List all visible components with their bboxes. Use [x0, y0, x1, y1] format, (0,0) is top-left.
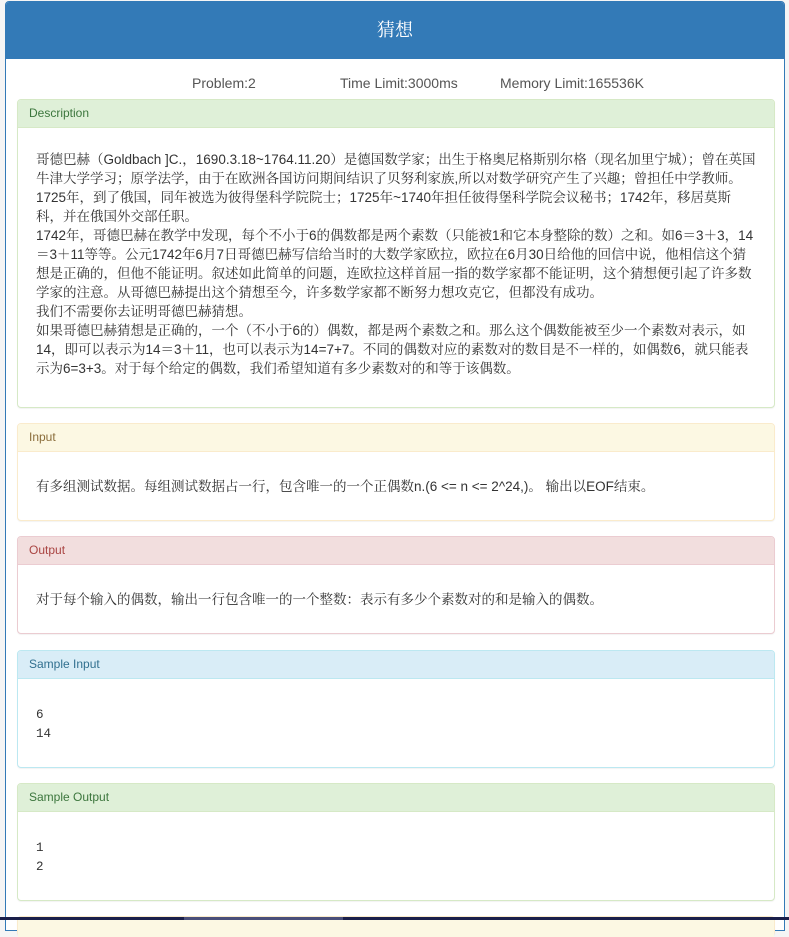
sample-output-heading: Sample Output [18, 784, 774, 812]
description-paragraph: 1742年，哥德巴赫在教学中发现，每个不小于6的偶数都是两个素数（只能被1和它本身整除的数）之和。如6＝3＋3，14＝3＋11等等。公元1742年6月7日哥德巴赫写信给当时的大数学家欧拉，欧拉在6月30日给他的回信中说，他相信这个猜想是正确的，但他不能证明。叙述如此简单的问题，连欧拉这样首屈一指的数学家都不能证明，这个猜想便引起了许多数学家的注意。从哥德巴赫提出这个猜想至今，许多数学家都不断努力想攻克它，但都没有成功。 [36, 228, 754, 300]
description-heading: Description [18, 100, 774, 128]
description-body [18, 128, 774, 378]
time-limit: Time Limit:3000ms [340, 75, 458, 91]
sample-output-line: 1 [36, 841, 44, 855]
problem-container [5, 1, 785, 931]
sample-input-body[interactable] [18, 679, 774, 744]
sample-output-body[interactable] [18, 812, 774, 877]
problem-id: Problem:2 [192, 75, 256, 91]
sample-input-line: 6 [36, 708, 44, 722]
hint-heading [18, 917, 774, 937]
input-heading: Input [18, 424, 774, 452]
input-text: 有多组测试数据。每组测试数据占一行，包含唯一的一个正偶数n.(6 <= n <= 2^24,)。 输出以EOF结束。 [36, 479, 655, 494]
problem-meta [6, 59, 784, 99]
output-text: 对于每个输入的偶数，输出一行包含唯一的一个整数：表示有多少个素数对的和是输入的偶数。 [36, 592, 603, 607]
output-heading: Output [18, 537, 774, 565]
description-panel [17, 99, 775, 408]
description-paragraph: 如果哥德巴赫猜想是正确的，一个（不小于6的）偶数，都是两个素数之和。那么这个偶数能被至少一个素数对表示，如14，即可以表示为14＝3＋11，也可以表示为14=7+7。不同的偶数对应的素数对的数目是不一样的，如偶数6，就只能表示为6=3+3。对于每个给定的偶数，我们希望知道有多少素数对的和等于该偶数。 [36, 323, 749, 376]
description-paragraph: 哥德巴赫（Goldbach ]C.，1690.3.18~1764.11.20）是德国数学家；出生于格奥尼格斯别尔格（现名加里宁城）；曾在英国牛津大学学习；原学法学，由于在欧洲各国访问期间结识了贝努利家族,所以对数学研究产生了兴趣；曾担任中学教师。1725年，到了俄国，同年被选为彼得堡科学院院士；1725年~1740年担任彼得堡科学院会议秘书；1742年，移居莫斯科，并在俄国外交部任职。 [36, 152, 756, 224]
output-body [18, 565, 774, 609]
description-paragraph: 我们不需要你去证明哥德巴赫猜想。 [36, 304, 252, 319]
output-panel [17, 536, 775, 634]
sample-input-line: 14 [36, 727, 52, 741]
problem-title-bar [6, 2, 784, 59]
input-panel [17, 423, 775, 521]
sample-input-heading: Sample Input [18, 651, 774, 679]
input-body [18, 452, 774, 496]
sample-output-line: 2 [36, 860, 44, 874]
problem-title: 猜想 [377, 20, 413, 40]
sample-input-panel [17, 650, 775, 768]
memory-limit: Memory Limit:165536K [500, 75, 644, 91]
sample-output-panel [17, 783, 775, 901]
